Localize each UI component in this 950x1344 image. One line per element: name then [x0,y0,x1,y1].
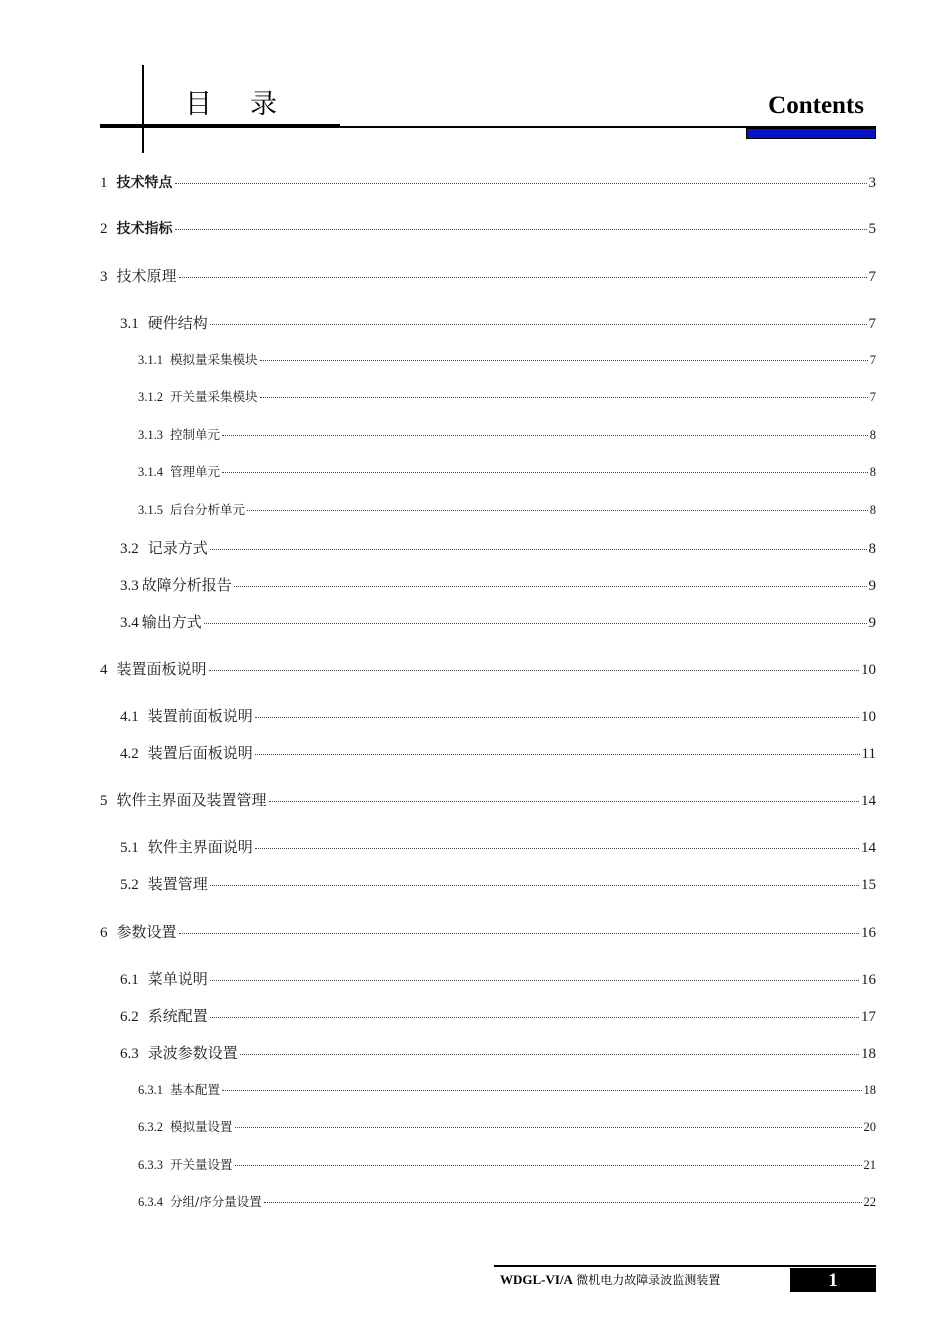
toc-entry-page: 10 [861,662,876,678]
toc-dot-leader [247,510,868,511]
toc-entry-page: 10 [861,709,876,725]
toc-entry[interactable] [100,172,876,192]
toc-entry-number: 3.2 [120,541,139,557]
toc-entry-number: 5 [100,793,108,809]
toc-entry-number: 3.4 [120,615,139,631]
toc-entry[interactable] [120,537,876,558]
toc-entry-title: 系统配置 [147,1007,208,1025]
toc-entry-number: 4.1 [120,709,139,725]
toc-entry-number: 1 [100,175,108,191]
toc-entry-number: 6.3.3 [138,1158,163,1172]
toc-entry-title: 开关量采集模块 [170,389,258,404]
toc-entry[interactable] [120,836,876,857]
toc-entry-title: 控制单元 [170,427,221,442]
toc-dot-leader [260,397,868,398]
toc-entry-page: 7 [869,390,876,404]
toc-entry-title: 故障分析报告 [141,576,232,594]
toc-entry[interactable] [100,218,876,238]
footer-description: 微机电力故障录波监测装置 [576,1273,721,1287]
toc-entry-number: 6.3.4 [138,1195,163,1209]
toc-dot-leader [222,472,868,473]
toc-entry-title: 软件主界面说明 [147,838,253,856]
toc-dot-leader [210,885,859,886]
toc-entry-title: 模拟量设置 [170,1119,233,1134]
toc-entry[interactable] [120,705,876,726]
toc-entry-page: 20 [863,1120,876,1134]
toc-dot-leader [260,360,868,361]
toc-entry[interactable] [138,387,876,405]
toc-entry-page: 16 [861,972,876,988]
toc-entry-number: 5.2 [120,877,139,893]
footer-model: WDGL-VI/A [500,1272,573,1287]
toc-dot-leader [175,183,867,184]
toc-entry-number: 3.1 [120,316,139,332]
toc-entry-page: 7 [868,269,876,285]
toc-dot-leader [255,717,859,718]
toc-entry-number: 6 [100,925,108,941]
toc-entry-page: 14 [861,793,876,809]
toc-entry[interactable] [100,789,876,810]
toc-entry-number: 4.2 [120,746,139,762]
toc-dot-leader [175,229,867,230]
toc-dot-leader [209,670,859,671]
toc-entry-page: 8 [868,541,876,557]
toc-entry-title: 装置管理 [147,875,208,893]
toc-dot-leader [240,1054,859,1055]
toc-entry-title: 输出方式 [141,613,202,631]
toc-entry-number: 3.1.5 [138,503,163,517]
toc-entry-page: 9 [868,578,876,594]
toc-entry-title: 装置前面板说明 [147,707,253,725]
page-title: 目录 [185,89,315,120]
toc-entry-number: 6.3.2 [138,1120,163,1134]
toc-entry-title: 记录方式 [147,539,208,557]
toc-entry-title: 管理单元 [170,464,221,479]
toc-entry-number: 3.1.2 [138,390,163,404]
toc-entry-page: 11 [861,746,876,762]
toc-entry[interactable] [100,265,876,286]
toc-dot-leader [255,754,860,755]
toc-entry[interactable] [138,1080,876,1098]
toc-dot-leader [235,1165,862,1166]
toc-dot-leader [204,623,867,624]
toc-entry-number: 6.2 [120,1009,139,1025]
toc-entry-title: 装置面板说明 [116,660,207,678]
toc-entry[interactable] [120,873,876,894]
toc-entry-number: 4 [100,662,108,678]
toc-entry[interactable] [120,1005,876,1026]
toc-entry-title: 基本配置 [170,1082,221,1097]
toc-entry[interactable] [138,350,876,368]
toc-entry-page: 8 [869,503,876,517]
toc-entry-number: 3 [100,269,108,285]
toc-entry-number: 3.3 [120,578,139,594]
toc-dot-leader [234,586,867,587]
toc-entry-title: 软件主界面及装置管理 [116,791,267,809]
toc-entry-page: 18 [863,1083,876,1097]
toc-entry-number: 3.1.3 [138,428,163,442]
toc-entry-title: 技术特点 [116,175,173,191]
toc-entry-number: 6.1 [120,972,139,988]
toc-entry[interactable] [138,425,876,443]
toc-entry-number: 6.3.1 [138,1083,163,1097]
footer-rule [494,1265,876,1267]
toc-dot-leader [222,1090,861,1091]
toc-entry-page: 5 [868,221,876,237]
toc-entry-page: 14 [861,840,876,856]
toc-dot-leader [179,933,859,934]
toc-entry-page: 7 [868,316,876,332]
toc-entry-page: 7 [869,353,876,367]
toc-entry-title: 装置后面板说明 [147,744,253,762]
toc-entry[interactable] [138,500,876,518]
toc-dot-leader [222,435,868,436]
toc-entry-title: 菜单说明 [147,970,208,988]
toc-entry-title: 硬件结构 [147,314,208,332]
toc-entry[interactable] [100,921,876,942]
toc-entry-title: 参数设置 [116,923,177,941]
toc-dot-leader [179,277,867,278]
toc-entry-page: 9 [868,615,876,631]
toc-entry[interactable] [120,611,876,632]
toc-entry-title: 录波参数设置 [147,1044,238,1062]
toc-dot-leader [235,1127,862,1128]
toc-entry-number: 5.1 [120,840,139,856]
toc-entry[interactable] [120,742,876,763]
toc-entry-title: 后台分析单元 [170,502,246,517]
toc-entry-number: 2 [100,221,108,237]
toc-entry[interactable] [138,462,876,480]
toc-entry[interactable] [120,312,876,333]
toc-entry-title: 技术指标 [116,221,173,237]
toc-dot-leader [269,801,859,802]
toc-dot-leader [255,848,859,849]
toc-dot-leader [210,1017,859,1018]
toc-entry-number: 3.1.4 [138,465,163,479]
toc-entry[interactable] [120,574,876,595]
toc-entry-number: 6.3 [120,1046,139,1062]
toc-entry-number: 3.1.1 [138,353,163,367]
toc-entry-page: 21 [863,1158,876,1172]
footer-caption [500,1271,720,1288]
toc-entry[interactable] [120,1042,876,1063]
toc-entry-page: 3 [868,175,876,191]
toc-entry[interactable] [120,968,876,989]
toc-entry-page: 18 [861,1046,876,1062]
toc-entry-page: 16 [861,925,876,941]
toc-dot-leader [210,980,859,981]
toc-entry[interactable] [100,658,876,679]
toc-entry[interactable] [138,1117,876,1135]
toc-dot-leader [210,324,867,325]
toc-entry-page: 8 [869,428,876,442]
contents-heading: Contents [768,92,864,119]
toc-entry-title: 技术原理 [116,267,177,285]
toc-dot-leader [210,549,867,550]
toc-entry-page: 22 [863,1195,876,1209]
toc-entry-title: 开关量设置 [170,1157,233,1172]
toc-entry-page: 15 [861,877,876,893]
toc-entry-title: 模拟量采集模块 [170,352,258,367]
toc-entry[interactable] [138,1155,876,1173]
toc-entry-title: 分组/序分量设置 [170,1194,262,1209]
footer-page-number: 1 [790,1268,876,1292]
toc-entry[interactable] [138,1192,876,1210]
toc-entry-page: 17 [861,1009,876,1025]
toc-entry-page: 8 [869,465,876,479]
toc-dot-leader [264,1202,862,1203]
